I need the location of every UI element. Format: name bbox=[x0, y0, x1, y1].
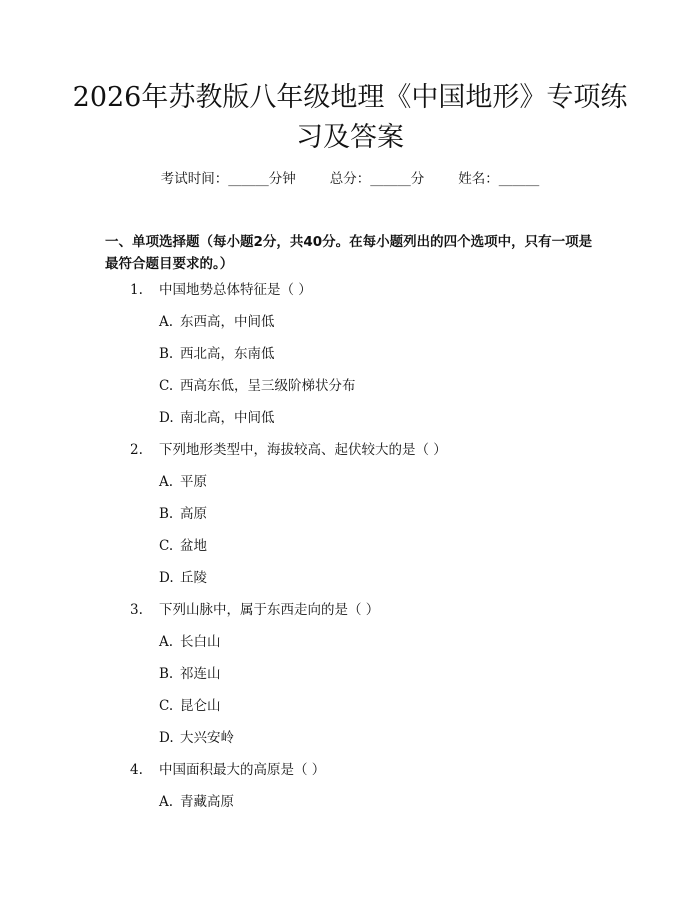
option-letter: C. bbox=[159, 378, 174, 394]
total-score-field: 总分：______分 bbox=[329, 171, 425, 187]
option-text: 祁连山 bbox=[180, 666, 221, 682]
question-2 bbox=[0, 440, 700, 472]
option-2b bbox=[0, 504, 700, 536]
option-text: 长白山 bbox=[180, 634, 221, 650]
option-1c bbox=[0, 376, 700, 408]
exam-time-field: 考试时间：______分钟 bbox=[160, 171, 296, 187]
question-stem: 下列地形类型中，海拔较高、起伏较大的是（ ） bbox=[159, 442, 447, 458]
section-heading: 一、单项选择题（每小题2分，共40分。在每小题列出的四个选项中，只有一项是最符合题目要求的。） bbox=[105, 234, 593, 272]
option-letter: A. bbox=[159, 474, 174, 490]
question-number: 3. bbox=[130, 602, 143, 618]
option-4a bbox=[0, 792, 700, 824]
option-3b bbox=[0, 664, 700, 696]
question-stem: 下列山脉中，属于东西走向的是（ ） bbox=[159, 602, 380, 618]
option-3a bbox=[0, 632, 700, 664]
option-text: 昆仑山 bbox=[180, 698, 221, 714]
option-letter: A. bbox=[159, 634, 174, 650]
question-number: 2. bbox=[130, 442, 143, 458]
option-2d bbox=[0, 568, 700, 600]
option-letter: A. bbox=[159, 794, 174, 810]
option-text: 平原 bbox=[180, 474, 207, 490]
question-number: 4. bbox=[130, 762, 143, 778]
name-field: 姓名：______ bbox=[458, 171, 540, 187]
option-1d bbox=[0, 408, 700, 440]
option-text: 大兴安岭 bbox=[180, 730, 234, 746]
option-2a bbox=[0, 472, 700, 504]
option-letter: B. bbox=[159, 666, 174, 682]
exam-info-line bbox=[0, 170, 700, 188]
question-stem: 中国面积最大的高原是（ ） bbox=[159, 762, 326, 778]
option-3c bbox=[0, 696, 700, 728]
option-text: 西高东低，呈三级阶梯状分布 bbox=[180, 378, 356, 394]
option-text: 盆地 bbox=[180, 538, 207, 554]
option-letter: C. bbox=[159, 538, 174, 554]
option-letter: B. bbox=[159, 346, 174, 362]
option-text: 青藏高原 bbox=[180, 794, 234, 810]
question-3 bbox=[0, 600, 700, 632]
option-text: 丘陵 bbox=[180, 570, 207, 586]
question-list bbox=[0, 280, 700, 824]
option-1a bbox=[0, 312, 700, 344]
option-3d bbox=[0, 728, 700, 760]
question-stem: 中国地势总体特征是（ ） bbox=[159, 282, 312, 298]
option-letter: A. bbox=[159, 314, 174, 330]
question-number: 1. bbox=[130, 282, 143, 298]
option-letter: B. bbox=[159, 506, 174, 522]
question-1 bbox=[0, 280, 700, 312]
option-text: 西北高，东南低 bbox=[180, 346, 275, 362]
question-4 bbox=[0, 760, 700, 792]
option-text: 高原 bbox=[180, 506, 207, 522]
option-letter: D. bbox=[159, 570, 174, 586]
document-title: 2026年苏教版八年级地理《中国地形》专项练习及答案 bbox=[72, 82, 628, 153]
option-1b bbox=[0, 344, 700, 376]
option-letter: C. bbox=[159, 698, 174, 714]
option-text: 东西高，中间低 bbox=[180, 314, 275, 330]
option-2c bbox=[0, 536, 700, 568]
option-letter: D. bbox=[159, 730, 174, 746]
option-text: 南北高，中间低 bbox=[180, 410, 275, 426]
option-letter: D. bbox=[159, 410, 174, 426]
